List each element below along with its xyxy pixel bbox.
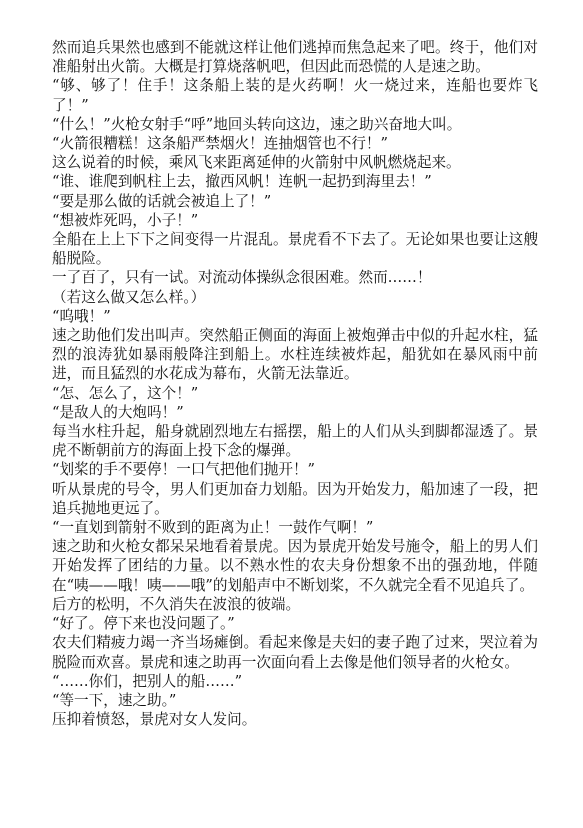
paragraph-11: （若这么做又怎么样。） [52, 288, 206, 306]
paragraph-6: “谁、谁爬到帆柱上去，撤西风帆！连帆一起扔到海里去！” [52, 173, 432, 191]
paragraph-10: 一了百了，只有一试。对流动体操纵念很困难。然而……！ [52, 269, 432, 287]
paragraph-5: 这么说着的时候，乘风飞来距离延伸的火箭射中风帆燃烧起来。 [52, 154, 461, 172]
paragraph-17: “划桨的手不要停！一口气把他们抛开！” [52, 461, 316, 479]
paragraph-23: 农夫们精疲力竭一齐当场瘫倒。看起来像是夫妇的妻子跑了过来，哭泣着为脱险而欢喜。景虎和速之助再一次面向看上去像是他们领导者的火枪女。 [52, 634, 538, 671]
paragraph-20: 速之助和火枪女都呆呆地看着景虎。因为景虎开始发号施令，船上的男人们开始发挥了团结的力量。以不熟水性的农夫身份想象不出的强劲地，伴随在“咦——哦！咦——哦”的划船声中不断划桨，不久就完全看不见追兵了。 [52, 538, 538, 594]
paragraph-18: 听从景虎的号令，男人们更加奋力划船。因为开始发力，船加速了一段，把追兵抛地更远了。 [52, 480, 538, 517]
paragraph-14: “怎、怎么了，这个！” [52, 384, 199, 402]
paragraph-12: “呜哦！” [52, 307, 111, 325]
paragraph-16: 每当水柱升起，船身就剧烈地左右摇摆，船上的人们从头到脚都湿透了。景虎不断朝前方的海面上投下念的爆弹。 [52, 423, 538, 460]
paragraph-1: 然而追兵果然也感到不能就这样让他们逃掉而焦急起来了吧。终于，他们对准船射出火箭。大概是打算烧落帆吧，但因此而恐慌的人是速之助。 [52, 39, 538, 76]
paragraph-3: “什么！”火枪女射手“呼”地回头转向这边，速之助兴奋地大叫。 [52, 115, 462, 133]
paragraph-26: 压抑着愤怒，景虎对女人发问。 [52, 711, 257, 729]
novel-page [52, 38, 538, 729]
paragraph-21: 后方的松明，不久消失在波浪的彼端。 [52, 595, 301, 613]
paragraph-19: “一直划到箭射不败到的距离为止！一鼓作气啊！” [52, 519, 374, 537]
paragraph-7: “要是那么做的话就会被追上了！” [52, 192, 272, 210]
paragraph-13: 速之助他们发出叫声。突然船正侧面的海面上被炮弹击中似的升起水柱，猛烈的浪涛犹如暴雨般降注到船上。水柱连续被炸起，船犹如在暴风雨中前进，而且猛烈的水花成为幕布，火箭无法靠近。 [52, 327, 538, 383]
paragraph-9: 全船在上上下下之间变得一片混乱。景虎看不下去了。无论如果也要让这艘船脱险。 [52, 231, 538, 268]
paragraph-24: “……你们，把别人的船……” [52, 672, 243, 690]
paragraph-2: “够、够了！住手！这条船上装的是火药啊！火一烧过来，连船也要炸飞了！” [52, 77, 538, 114]
paragraph-15: “是敌人的大炮吗！” [52, 403, 184, 421]
paragraph-22: “好了。停下来也没问题了。” [52, 615, 235, 633]
paragraph-4: “火箭很糟糕！这条船严禁烟火！连抽烟管也不行！” [52, 135, 388, 153]
paragraph-8: “想被炸死吗，小子！” [52, 211, 199, 229]
paragraph-25: “等一下，速之助。” [52, 691, 177, 709]
